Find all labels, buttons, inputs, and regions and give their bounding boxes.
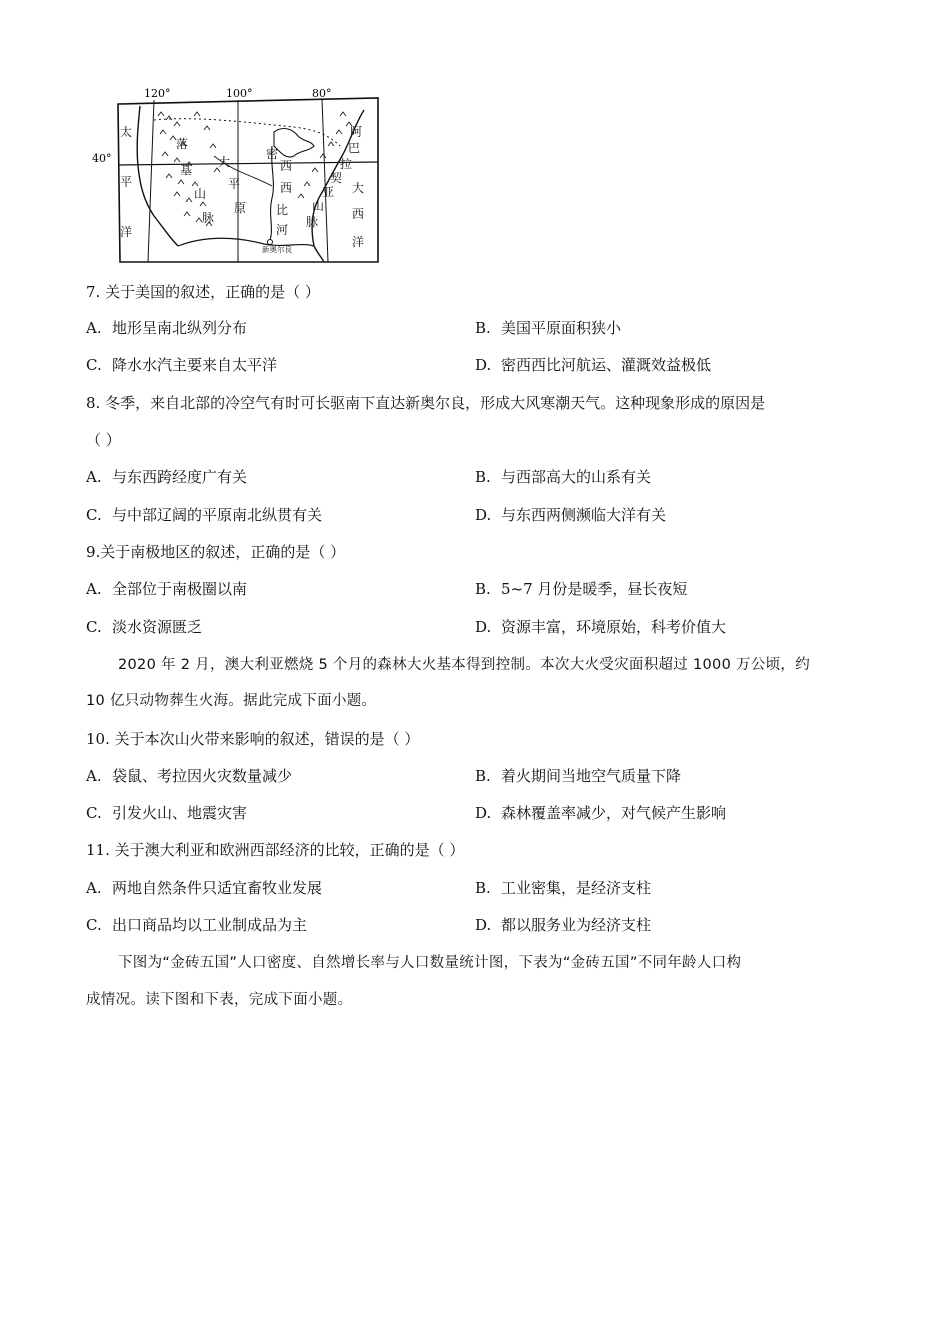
map-label-miss-4: 比: [276, 203, 289, 217]
map-label-app-1: 阿: [350, 125, 363, 139]
option-label: A.: [86, 879, 102, 897]
option-text: 工业密集，是经济支柱: [501, 879, 652, 897]
q9-option-c: [86, 617, 202, 637]
map-label-atlantic-1: 大: [352, 181, 365, 195]
longitude-100-label: 100°: [226, 87, 253, 100]
question-7-stem: 7. 关于美国的叙述，正确的是（ ）: [86, 283, 320, 301]
option-text: 美国平原面积狭小: [501, 319, 622, 337]
option-label: C.: [86, 916, 102, 934]
option-text: 都以服务业为经济支柱: [501, 916, 652, 934]
option-label: C.: [86, 356, 102, 374]
map-label-miss-2: 西: [280, 159, 293, 173]
map-label-app-3: 拉: [340, 157, 353, 171]
us-map-svg: [92, 86, 382, 266]
option-label: A.: [86, 767, 102, 785]
option-text: 着火期间当地空气质量下降: [501, 767, 682, 785]
q9-option-b: [475, 579, 687, 599]
option-text: 降水水汽主要来自太平洋: [112, 356, 278, 374]
q10-option-d: [475, 803, 726, 823]
q11-option-b: [475, 878, 651, 898]
q8-option-b: [475, 467, 651, 487]
map-label-app-6: 山: [312, 199, 325, 213]
map-label-plain-1: 大: [218, 155, 231, 169]
option-text: 全部位于南极圈以南: [112, 580, 248, 598]
map-label-pacific-2: 平: [120, 175, 133, 189]
q8-option-c: [86, 505, 322, 525]
option-text: 出口商品均以工业制成品为主: [112, 916, 308, 934]
q10-option-a: [86, 766, 292, 786]
q9-option-a: [86, 579, 247, 599]
option-label: D.: [475, 618, 492, 636]
option-text: 与中部辽阔的平原南北纵贯有关: [112, 506, 323, 524]
passage-2-line-2: 成情况。读下图和下表，完成下面小题。: [86, 992, 353, 1008]
option-label: C.: [86, 506, 102, 524]
option-label: A.: [86, 580, 102, 598]
question-9-stem: 9.关于南极地区的叙述，正确的是（ ）: [86, 543, 346, 561]
option-label: D.: [475, 356, 492, 374]
q7-option-b: [475, 318, 621, 338]
map-label-plain-3: 原: [234, 201, 247, 215]
q11-option-a: [86, 878, 322, 898]
option-label: D.: [475, 506, 492, 524]
q10-option-b: [475, 766, 681, 786]
option-label: C.: [86, 618, 102, 636]
option-label: B.: [475, 767, 491, 785]
option-label: B.: [475, 580, 491, 598]
option-text: 淡水资源匮乏: [112, 618, 203, 636]
question-10-stem: 10. 关于本次山火带来影响的叙述，错误的是（ ）: [86, 730, 420, 748]
option-label: A.: [86, 319, 102, 337]
q7-option-a: [86, 318, 247, 338]
option-text: 与东西两侧濒临大洋有关: [501, 506, 667, 524]
option-text: 引发火山、地震灾害: [112, 804, 248, 822]
passage-1-line-1: 2020 年 2 月，澳大利亚燃烧 5 个月的森林大火基本得到控制。本次大火受灾面积超过 1000 万公顷，约: [118, 657, 811, 673]
map-label-pacific-3: 洋: [120, 225, 133, 239]
map-label-plain-2: 平: [228, 177, 241, 191]
option-label: B.: [475, 879, 491, 897]
map-label-app-5: 亚: [322, 185, 335, 199]
map-label-rocky-3: 山: [194, 187, 207, 201]
option-text: 密西西比河航运、灌溉效益极低: [501, 356, 712, 374]
q8-option-a: [86, 467, 247, 487]
option-text: 两地自然条件只适宜畜牧业发展: [112, 879, 323, 897]
option-text: 与西部高大的山系有关: [501, 468, 652, 486]
option-label: A.: [86, 468, 102, 486]
map-label-atlantic-2: 西: [352, 207, 365, 221]
map-label-miss-3: 西: [280, 181, 293, 195]
option-text: 地形呈南北纵列分布: [112, 319, 248, 337]
option-label: B.: [475, 468, 491, 486]
option-text: 与东西跨经度广有关: [112, 468, 248, 486]
option-text: 袋鼠、考拉因火灾数量减少: [112, 767, 293, 785]
q11-option-d: [475, 915, 651, 935]
option-label: D.: [475, 916, 492, 934]
map-label-rocky-1: 落: [176, 137, 189, 151]
map-label-rocky-4: 脉: [202, 211, 215, 225]
question-8-stem: 8. 冬季，来自北部的冷空气有时可长驱南下直达新奥尔良，形成大风寒潮天气。这种现象形成的原因是: [86, 394, 766, 412]
map-label-app-7: 脉: [306, 215, 319, 229]
map-label-atlantic-3: 洋: [352, 235, 365, 249]
q9-option-d: [475, 617, 726, 637]
map-label-app-2: 巴: [348, 141, 361, 155]
q8-option-d: [475, 505, 666, 525]
option-label: B.: [475, 319, 491, 337]
latitude-40-label: 40°: [92, 152, 112, 165]
q7-option-d: [475, 355, 711, 375]
map-label-rocky-2: 基: [180, 163, 193, 177]
map-label-new-orleans: 新奥尔良: [262, 245, 292, 254]
option-text: 5~7 月份是暖季，昼长夜短: [501, 580, 688, 598]
q11-option-c: [86, 915, 307, 935]
option-label: C.: [86, 804, 102, 822]
longitude-80-label: 80°: [312, 87, 332, 100]
us-map-figure: [92, 86, 382, 266]
map-label-app-4: 契: [330, 171, 343, 185]
option-text: 资源丰富，环境原始，科考价值大: [501, 618, 727, 636]
q7-option-c: [86, 355, 277, 375]
option-text: 森林覆盖率减少，对气候产生影响: [501, 804, 727, 822]
question-8-stem-cont: （ ）: [86, 431, 121, 449]
map-label-pacific-1: 太: [120, 125, 133, 139]
question-11-stem: 11. 关于澳大利亚和欧洲西部经济的比较，正确的是（ ）: [86, 841, 465, 859]
passage-1-line-2: 10 亿只动物葬生火海。据此完成下面小题。: [86, 693, 377, 709]
q10-option-c: [86, 803, 247, 823]
map-label-miss-5: 河: [276, 223, 289, 237]
option-label: D.: [475, 804, 492, 822]
map-label-miss-1: 密: [266, 147, 279, 161]
passage-2-line-1: 下图为“金砖五国”人口密度、自然增长率与人口数量统计图，下表为“金砖五国”不同年龄人口构: [118, 955, 742, 971]
longitude-120-label: 120°: [144, 87, 171, 100]
